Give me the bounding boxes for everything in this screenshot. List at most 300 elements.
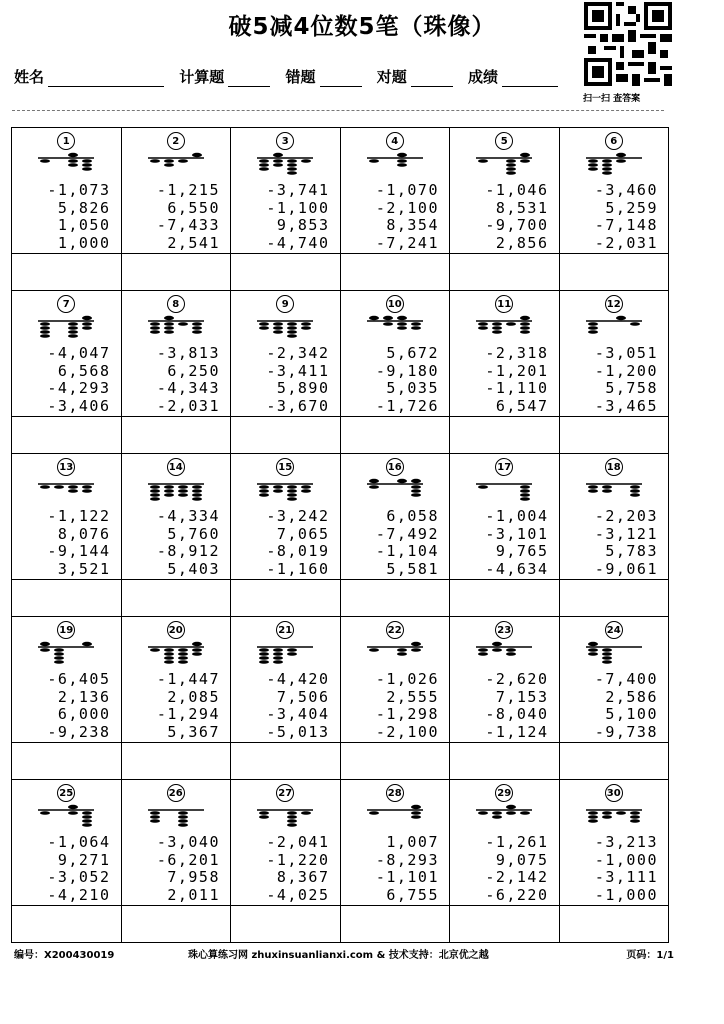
problem-value: -7,241 <box>375 233 439 252</box>
lower-bead <box>164 493 174 497</box>
lower-bead <box>588 159 598 163</box>
answer-box[interactable] <box>450 906 559 943</box>
lower-bead <box>82 489 92 493</box>
problem-number: 23 <box>495 621 513 639</box>
lower-bead <box>40 330 50 334</box>
lower-bead <box>178 485 188 489</box>
problem-number: 4 <box>386 132 404 150</box>
lower-bead <box>82 322 92 326</box>
problem-values <box>266 834 329 904</box>
abacus-picture <box>365 478 425 502</box>
abacus-picture <box>146 478 206 502</box>
lower-bead <box>82 811 92 815</box>
problem-value: -1,447 <box>156 670 220 688</box>
problem-number: 16 <box>386 458 404 476</box>
problem-number: 15 <box>276 458 294 476</box>
lower-bead <box>492 648 502 652</box>
problem-value: 2,136 <box>57 687 111 706</box>
upper-bead <box>520 153 530 157</box>
lower-bead <box>164 648 174 652</box>
lower-bead <box>397 326 407 330</box>
lower-bead <box>40 811 50 815</box>
lower-bead <box>411 811 421 815</box>
problem-value: 8,354 <box>386 216 439 234</box>
problem-value: -3,465 <box>594 396 658 415</box>
name-field[interactable] <box>48 68 164 87</box>
problem-values <box>595 508 658 578</box>
problem-value: 2,586 <box>605 687 658 706</box>
total-field[interactable] <box>228 68 270 87</box>
abacus-picture <box>36 641 96 665</box>
answer-box[interactable] <box>12 254 121 291</box>
lower-bead <box>273 485 283 489</box>
problem-body <box>231 617 340 743</box>
problem-value: -7,433 <box>156 216 220 234</box>
problem-number: 20 <box>167 621 185 639</box>
problem-body <box>560 291 669 417</box>
abacus-picture <box>474 315 534 339</box>
problem-cell <box>450 291 560 454</box>
lower-bead <box>150 815 160 819</box>
answer-box[interactable] <box>341 580 450 617</box>
answer-box[interactable] <box>450 580 559 617</box>
lower-bead <box>259 648 269 652</box>
lower-bead <box>492 322 502 326</box>
lower-bead <box>520 485 530 489</box>
student-info-row <box>14 66 574 87</box>
lower-bead <box>178 489 188 493</box>
problem-cell <box>122 780 232 943</box>
wrong-label: 错题 <box>285 68 316 86</box>
problem-body <box>450 617 559 743</box>
problem-value: -7,148 <box>594 216 658 234</box>
abacus-picture <box>474 152 534 176</box>
lower-bead <box>259 493 269 497</box>
lower-bead <box>164 489 174 493</box>
lower-bead <box>259 660 269 664</box>
lower-bead <box>273 322 283 326</box>
answer-box[interactable] <box>231 417 340 454</box>
lower-bead <box>192 489 202 493</box>
problem-cell <box>122 454 232 617</box>
lower-bead <box>588 815 598 819</box>
page-number: 页码：1/1 <box>626 950 674 961</box>
problem-value: -3,406 <box>47 396 111 415</box>
problem-row <box>11 291 670 454</box>
upper-bead <box>383 316 393 320</box>
problem-value: -9,738 <box>594 722 658 741</box>
problem-value: -9,180 <box>375 361 439 380</box>
problem-value: 5,259 <box>605 198 658 217</box>
problem-body <box>12 617 121 743</box>
problem-body <box>122 127 231 254</box>
lower-bead <box>164 159 174 163</box>
problem-cell <box>231 127 341 291</box>
problem-cell <box>12 780 122 943</box>
problem-value: 2,011 <box>167 885 220 904</box>
problem-value: -4,293 <box>47 379 111 397</box>
lower-bead <box>369 648 379 652</box>
answer-box[interactable] <box>231 743 340 780</box>
problem-number: 5 <box>495 132 513 150</box>
lower-bead <box>259 811 269 815</box>
problem-number: 24 <box>605 621 623 639</box>
lower-bead <box>287 167 297 171</box>
lower-bead <box>630 815 640 819</box>
problem-value: 6,550 <box>167 198 220 217</box>
lower-bead <box>478 159 488 163</box>
problem-value: -1,201 <box>485 361 549 380</box>
problem-value: -3,101 <box>485 524 549 543</box>
lower-bead <box>602 489 612 493</box>
abacus-picture <box>36 152 96 176</box>
lower-bead <box>150 322 160 326</box>
upper-bead <box>397 153 407 157</box>
problem-value: -8,293 <box>375 850 439 869</box>
problem-value: 8,076 <box>57 524 111 543</box>
lower-bead <box>411 815 421 819</box>
problem-values <box>47 182 110 252</box>
problem-value: -2,318 <box>485 344 549 362</box>
abacus-picture <box>255 804 315 828</box>
problem-value: -3,670 <box>266 396 330 415</box>
upper-bead <box>411 805 421 809</box>
lower-bead <box>588 167 598 171</box>
problem-values <box>595 182 658 252</box>
problem-value: -2,342 <box>266 344 330 362</box>
problem-number: 28 <box>386 784 404 802</box>
problem-body <box>560 127 669 254</box>
problem-value: 1,007 <box>386 833 439 851</box>
problem-value: -1,215 <box>156 181 220 199</box>
lower-bead <box>68 163 78 167</box>
lower-bead <box>506 322 516 326</box>
problem-row <box>11 454 670 617</box>
lower-bead <box>630 811 640 815</box>
lower-bead <box>630 819 640 823</box>
problem-cell <box>12 127 122 291</box>
problem-cell <box>560 291 670 454</box>
answer-box[interactable] <box>231 906 340 943</box>
lower-bead <box>273 326 283 330</box>
answer-box[interactable] <box>122 580 231 617</box>
problem-value: -6,220 <box>485 885 549 904</box>
abacus-picture <box>36 804 96 828</box>
lower-bead <box>68 811 78 815</box>
upper-bead <box>397 479 407 483</box>
lower-bead <box>40 322 50 326</box>
problem-values <box>485 671 548 741</box>
problem-value: 7,065 <box>276 524 330 543</box>
answer-box[interactable] <box>341 906 450 943</box>
problem-number: 19 <box>57 621 75 639</box>
lower-bead <box>369 159 379 163</box>
problem-cell <box>341 454 451 617</box>
lower-bead <box>588 652 598 656</box>
problem-value: -9,700 <box>485 216 549 234</box>
lower-bead <box>178 815 188 819</box>
answer-box[interactable] <box>560 580 669 617</box>
problem-body <box>122 617 231 743</box>
lower-bead <box>397 163 407 167</box>
upper-bead <box>192 642 202 646</box>
upper-bead <box>616 316 626 320</box>
lower-bead <box>164 485 174 489</box>
abacus-picture <box>584 478 644 502</box>
lower-bead <box>273 489 283 493</box>
right-field[interactable] <box>411 68 453 87</box>
lower-bead <box>506 811 516 815</box>
abacus-picture <box>474 641 534 665</box>
problem-row <box>11 617 670 780</box>
problem-value: 5,100 <box>605 705 658 723</box>
lower-bead <box>192 322 202 326</box>
problem-value: 6,250 <box>167 361 220 380</box>
problem-value: -3,242 <box>266 507 330 525</box>
problem-value: -4,343 <box>156 379 220 397</box>
abacus-picture <box>146 152 206 176</box>
lower-bead <box>602 811 612 815</box>
problem-values <box>595 834 658 904</box>
lower-bead <box>192 493 202 497</box>
lower-bead <box>287 171 297 175</box>
lower-bead <box>259 159 269 163</box>
answer-box[interactable] <box>12 580 121 617</box>
lower-bead <box>82 326 92 330</box>
problem-number: 11 <box>495 295 513 313</box>
lower-bead <box>520 493 530 497</box>
upper-bead <box>273 153 283 157</box>
answer-box[interactable] <box>560 743 669 780</box>
problem-number: 27 <box>276 784 294 802</box>
answer-box[interactable] <box>231 254 340 291</box>
problem-cell <box>341 617 451 780</box>
problem-row <box>11 780 670 943</box>
problem-body <box>231 780 340 906</box>
lower-bead <box>178 493 188 497</box>
lower-bead <box>369 811 379 815</box>
upper-bead <box>506 805 516 809</box>
lower-bead <box>178 652 188 656</box>
problem-value: 5,890 <box>276 379 330 397</box>
lower-bead <box>178 660 188 664</box>
upper-bead <box>82 316 92 320</box>
wrong-field[interactable] <box>320 68 362 87</box>
problem-cell <box>122 127 232 291</box>
lower-bead <box>630 493 640 497</box>
answer-box[interactable] <box>12 417 121 454</box>
problem-number: 17 <box>495 458 513 476</box>
problem-number: 10 <box>386 295 404 313</box>
lower-bead <box>287 163 297 167</box>
problem-grid <box>11 127 670 943</box>
lower-bead <box>259 485 269 489</box>
lower-bead <box>192 648 202 652</box>
lower-bead <box>478 485 488 489</box>
lower-bead <box>383 322 393 326</box>
problem-values <box>376 182 439 252</box>
problem-body <box>122 454 231 580</box>
answer-box[interactable] <box>450 254 559 291</box>
problem-body <box>12 780 121 906</box>
problem-value: -1,100 <box>266 198 330 217</box>
lower-bead <box>164 652 174 656</box>
problem-value: -8,019 <box>266 542 330 560</box>
lower-bead <box>588 811 598 815</box>
problem-value: 2,085 <box>167 687 220 706</box>
lower-bead <box>616 811 626 815</box>
answer-box[interactable] <box>450 743 559 780</box>
lower-bead <box>602 660 612 664</box>
lower-bead <box>588 648 598 652</box>
abacus-picture <box>146 315 206 339</box>
lower-bead <box>301 485 311 489</box>
problem-value: -1,046 <box>485 181 549 199</box>
lower-bead <box>520 326 530 330</box>
lower-bead <box>411 322 421 326</box>
lower-bead <box>287 815 297 819</box>
lower-bead <box>68 334 78 338</box>
lower-bead <box>273 656 283 660</box>
lower-bead <box>259 652 269 656</box>
problem-body <box>450 127 559 254</box>
problem-body <box>122 291 231 417</box>
answer-box[interactable] <box>341 417 450 454</box>
lower-bead <box>68 485 78 489</box>
upper-bead <box>397 316 407 320</box>
problem-value: -2,142 <box>485 868 549 886</box>
upper-bead <box>68 153 78 157</box>
lower-bead <box>492 811 502 815</box>
answer-box[interactable] <box>560 417 669 454</box>
score-label: 成绩 <box>468 68 499 86</box>
problem-body <box>341 127 450 254</box>
problem-cell <box>341 291 451 454</box>
lower-bead <box>411 493 421 497</box>
problem-value: 5,760 <box>167 524 220 543</box>
lower-bead <box>54 652 64 656</box>
score-field[interactable] <box>502 68 558 87</box>
lower-bead <box>54 660 64 664</box>
lower-bead <box>588 322 598 326</box>
answer-box[interactable] <box>12 906 121 943</box>
problem-values <box>266 671 329 741</box>
problem-value: 9,075 <box>495 850 549 869</box>
problem-value: -3,404 <box>266 705 330 723</box>
answer-box[interactable] <box>122 417 231 454</box>
lower-bead <box>150 489 160 493</box>
problem-value: -2,031 <box>156 396 220 415</box>
site-info: 珠心算练习网 zhuxinsuanlianxi.com & 技术支持：北京优之越 <box>188 950 489 961</box>
lower-bead <box>397 652 407 656</box>
lower-bead <box>301 811 311 815</box>
lower-bead <box>178 811 188 815</box>
lower-bead <box>602 163 612 167</box>
problem-value: 8,367 <box>276 868 330 886</box>
answer-box[interactable] <box>450 417 559 454</box>
lower-bead <box>287 326 297 330</box>
problem-value: -4,047 <box>47 344 111 362</box>
problem-cell <box>231 291 341 454</box>
lower-bead <box>68 322 78 326</box>
lower-bead <box>82 815 92 819</box>
lower-bead <box>506 652 516 656</box>
problem-cell <box>450 454 560 617</box>
answer-box[interactable] <box>122 254 231 291</box>
problem-value: -1,070 <box>375 181 439 199</box>
answer-box[interactable] <box>341 743 450 780</box>
problem-value: -1,000 <box>594 850 658 869</box>
name-label: 姓名 <box>14 68 45 86</box>
problem-value: -4,334 <box>156 507 220 525</box>
problem-value: -1,000 <box>594 885 658 904</box>
problem-value: -9,238 <box>47 722 111 741</box>
answer-box[interactable] <box>231 580 340 617</box>
lower-bead <box>150 493 160 497</box>
problem-value: -1,298 <box>375 705 439 723</box>
problem-cell <box>122 291 232 454</box>
problem-value: -1,294 <box>156 705 220 723</box>
problem-cell <box>231 454 341 617</box>
lower-bead <box>478 652 488 656</box>
problem-body <box>450 780 559 906</box>
answer-box[interactable] <box>341 254 450 291</box>
divider <box>12 110 664 111</box>
lower-bead <box>411 485 421 489</box>
answer-box[interactable] <box>122 906 231 943</box>
lower-bead <box>397 322 407 326</box>
answer-box[interactable] <box>560 906 669 943</box>
problem-number: 7 <box>57 295 75 313</box>
lower-bead <box>588 819 598 823</box>
total-label: 计算题 <box>179 68 225 86</box>
problem-number: 3 <box>276 132 294 150</box>
problem-value: 5,581 <box>386 559 439 578</box>
lower-bead <box>192 326 202 330</box>
problem-cell <box>231 617 341 780</box>
lower-bead <box>520 159 530 163</box>
problem-number: 8 <box>167 295 185 313</box>
answer-box[interactable] <box>12 743 121 780</box>
answer-box[interactable] <box>122 743 231 780</box>
lower-bead <box>192 652 202 656</box>
lower-bead <box>287 497 297 501</box>
lower-bead <box>40 159 50 163</box>
problem-body <box>12 291 121 417</box>
lower-bead <box>68 330 78 334</box>
lower-bead <box>273 652 283 656</box>
problem-value: 6,755 <box>386 885 439 904</box>
problem-values <box>595 345 658 415</box>
problem-number: 14 <box>167 458 185 476</box>
answer-box[interactable] <box>560 254 669 291</box>
problem-body <box>12 454 121 580</box>
problem-value: -6,201 <box>156 850 220 869</box>
lower-bead <box>82 823 92 827</box>
problem-cell <box>560 780 670 943</box>
lower-bead <box>397 159 407 163</box>
problem-values <box>485 508 548 578</box>
problem-number: 26 <box>167 784 185 802</box>
problem-cell <box>560 617 670 780</box>
qr-code[interactable] <box>584 2 672 86</box>
problem-value: -1,124 <box>485 722 549 741</box>
lower-bead <box>150 330 160 334</box>
lower-bead <box>178 648 188 652</box>
problem-cell <box>122 617 232 780</box>
problem-value: 5,826 <box>57 198 111 217</box>
problem-value: -3,213 <box>594 833 658 851</box>
